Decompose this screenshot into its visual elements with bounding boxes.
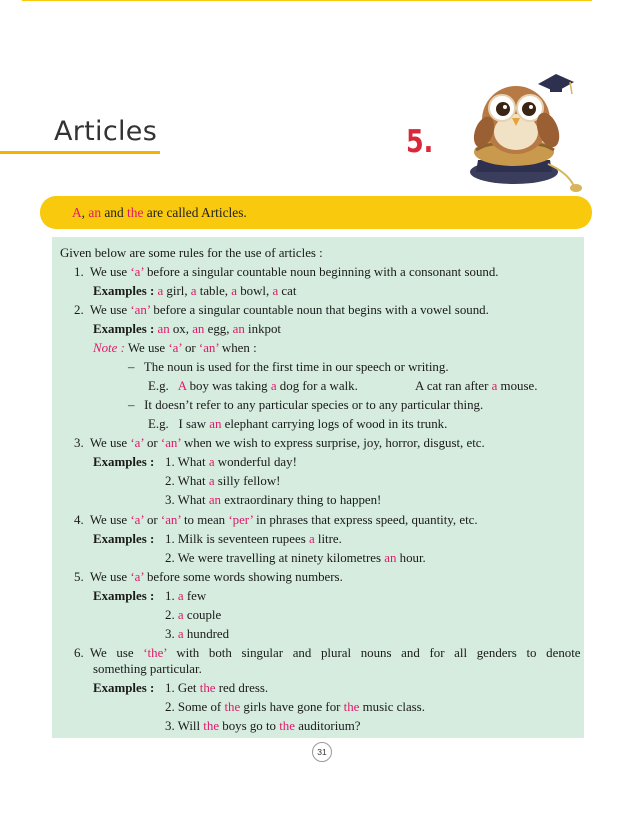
rule-2-examples: Examples : an ox, an egg, an inkpot: [93, 322, 281, 336]
rule-1-examples: Examples : a girl, a table, a bowl, a cat: [93, 284, 297, 298]
chapter-number: 5.: [406, 124, 434, 160]
note-point-2: – It doesn’t refer to any particular species or to any particular thing.: [128, 398, 484, 412]
rule-6-line-2: something particular.: [93, 662, 202, 676]
title-underline: [0, 151, 160, 154]
note-line: Note : We use ‘a’ or ‘an’ when :: [93, 341, 257, 355]
rule-3-example-2: 2. What a silly fellow!: [165, 474, 281, 488]
rule-4: 4. We use ‘a’ or ‘an’ to mean ‘per’ in phrases that express speed, quantity, etc.: [74, 513, 478, 527]
intro-text: Given below are some rules for the use of articles :: [60, 246, 323, 260]
note-point-2-example: E.g. I saw an elephant carrying logs of wood in its trunk.: [148, 417, 448, 431]
note-point-1-example: E.g. A boy was taking a dog for a walk.: [148, 379, 358, 393]
rule-4-example-1: 1. Milk is seventeen rupees a litre.: [165, 532, 342, 546]
rule-6: 6. We use ‘the’ with both singular and plural nouns and for all genders to denote: [74, 646, 581, 660]
rule-6-examples-label: Examples :: [93, 681, 155, 695]
rule-4-examples-label: Examples :: [93, 532, 155, 546]
rule-2: 2. We use ‘an’ before a singular countable noun that begins with a vowel sound.: [74, 303, 489, 317]
rule-5-example-3: 3. a hundred: [165, 627, 230, 641]
rule-3-examples-label: Examples :: [93, 455, 155, 469]
rule-5-example-1: 1. a few: [165, 589, 207, 603]
note-point-1: – The noun is used for the first time in our speech or writing.: [128, 360, 449, 374]
banner-top-line: [22, 0, 592, 27]
note-point-1-example-2: A cat ran after a mouse.: [415, 379, 538, 393]
rule-3-example-3: 3. What an extraordinary thing to happen!: [165, 493, 382, 507]
rule-3-example-1: 1. What a wonderful day!: [165, 455, 297, 469]
rule-6-example-3: 3. Will the boys go to the auditorium?: [165, 719, 361, 733]
rule-4-example-2: 2. We were travelling at ninety kilometres an hour.: [165, 551, 426, 565]
page-number: 31: [312, 742, 332, 762]
rule-6-example-2: 2. Some of the girls have gone for the music class.: [165, 700, 425, 714]
rule-3: 3. We use ‘a’ or ‘an’ when we wish to express surprise, joy, horror, disgust, etc.: [74, 436, 485, 450]
rule-1: 1. We use ‘a’ before a singular countable noun beginning with a consonant sound.: [74, 265, 499, 279]
rule-5-examples-label: Examples :: [93, 589, 155, 603]
banner-text: A, an and the are called Articles.: [72, 205, 247, 220]
page-title: Articles: [54, 116, 158, 147]
owl-illustration: [452, 60, 592, 196]
rule-6-example-1: 1. Get the red dress.: [165, 681, 269, 695]
rule-5-example-2: 2. a couple: [165, 608, 222, 622]
rule-5: 5. We use ‘a’ before some words showing numbers.: [74, 570, 343, 584]
